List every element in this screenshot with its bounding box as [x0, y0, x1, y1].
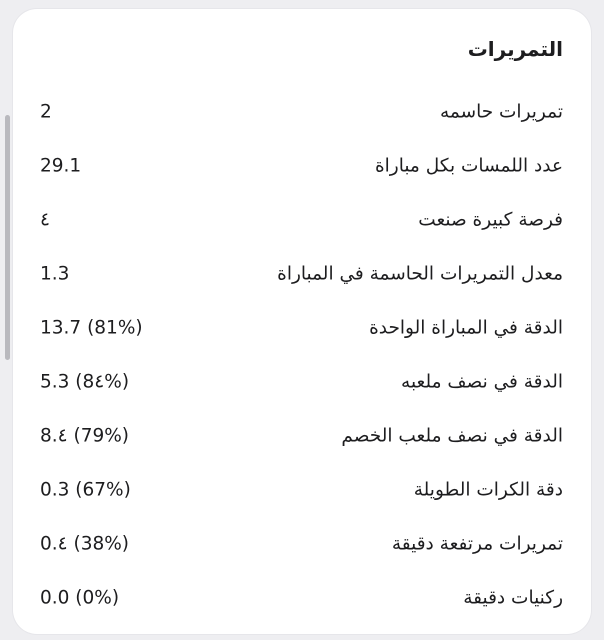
stat-value: 29.1	[40, 155, 82, 177]
stat-value: 0.0 (0%)	[40, 587, 120, 609]
stat-label: الدقة في نصف ملعب الخصم	[341, 425, 563, 447]
passing-stats-card	[13, 9, 591, 634]
stat-label: الدقة في المباراة الواحدة	[369, 317, 563, 339]
stat-label: معدل التمريرات الحاسمة في المباراة	[277, 263, 563, 285]
stat-value: 8.٤ (79%)	[40, 425, 130, 447]
stat-value: 5.3 (8٤%)	[40, 371, 130, 393]
stat-row-accurate-corners	[13, 571, 591, 625]
stat-row-accuracy-per-game	[13, 301, 591, 355]
stat-label: عدد اللمسات بكل مباراة	[374, 155, 563, 177]
stat-row-big-chances-created	[13, 193, 591, 247]
stat-label: فرصة كبيرة صنعت	[418, 209, 563, 231]
stat-row-long-balls-accuracy	[13, 463, 591, 517]
stat-value: 0.3 (67%)	[40, 479, 131, 501]
section-title: التمريرات	[467, 37, 563, 61]
stat-row-accuracy-own-half	[13, 355, 591, 409]
stat-value: 0.٤ (38%)	[40, 533, 130, 555]
scrollbar[interactable]	[5, 115, 10, 360]
stat-row-touches-per-game	[13, 139, 591, 193]
stat-value: ٤	[40, 209, 50, 231]
stat-value: 13.7 (81%)	[40, 317, 143, 339]
stat-row-accuracy-opposition-half	[13, 409, 591, 463]
stat-label: دقة الكرات الطويلة	[413, 479, 563, 501]
stat-value: 2	[40, 101, 52, 123]
stat-label: ركنيات دقيقة	[463, 587, 563, 609]
stat-label: تمريرات حاسمه	[439, 101, 563, 123]
stat-label: تمريرات مرتفعة دقيقة	[391, 533, 563, 555]
stat-row-assists-per-game	[13, 247, 591, 301]
stat-row-accurate-chipped-passes	[13, 517, 591, 571]
stat-value: 1.3	[40, 263, 70, 285]
stat-row-assists	[13, 85, 591, 139]
stat-label: الدقة في نصف ملعبه	[401, 371, 563, 393]
